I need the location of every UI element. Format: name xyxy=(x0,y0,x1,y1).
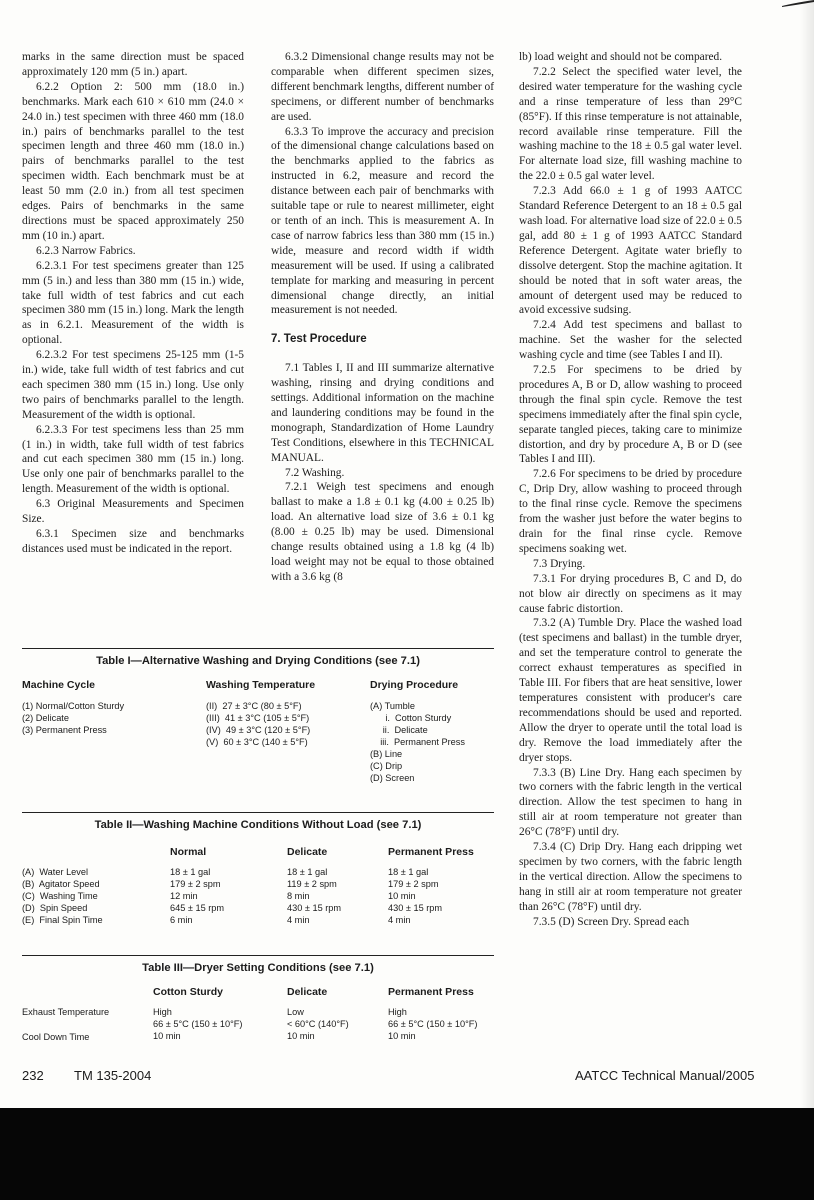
table-cell: ii. Delicate xyxy=(370,725,428,735)
column-header: Permanent Press xyxy=(388,846,474,858)
page-number: 232 xyxy=(22,1068,44,1083)
table-cell: (B) Line xyxy=(370,749,403,759)
table-title: Table II—Washing Machine Conditions Without Load (see 7.1) xyxy=(94,819,422,831)
table-cell: 10 min xyxy=(153,1031,181,1041)
column-header: Permanent Press xyxy=(388,986,474,998)
table-rule xyxy=(22,955,494,956)
paragraph: 7.3 Drying. xyxy=(533,557,586,570)
table-cell: (1) Normal/Cotton Sturdy xyxy=(22,701,125,711)
paragraph: 6.2.3 Narrow Fabrics. xyxy=(36,244,136,257)
column-header: Cotton Sturdy xyxy=(153,986,223,998)
table-alternative-washing-drying xyxy=(22,648,494,798)
text-column-middle xyxy=(271,50,494,585)
paragraph: marks in the same direction must be spaced approximately 120 mm (5 in.) apart. xyxy=(22,51,244,78)
paragraph: 6.3.1 Specimen size and benchmarks distances used must be indicated in the report. xyxy=(22,528,244,555)
paragraph: 7.3.4 (C) Drip Dry. Hang each dripping wet specimen by two corners, with the fabric length in the vertical direction. Allow the specimens to hang in still air at room temperature not greater than 26°C (78°F) until dry. xyxy=(519,841,742,913)
table-cell: 10 min xyxy=(388,891,416,901)
row-label: (D) Spin Speed xyxy=(22,903,88,913)
manual-title: AATCC Technical Manual/2005 xyxy=(575,1068,755,1083)
table-cell: (III) 41 ± 3°C (105 ± 5°F) xyxy=(206,713,310,723)
column-header: Delicate xyxy=(287,846,328,858)
table-cell: (C) Drip xyxy=(370,761,403,771)
table-cell: 4 min xyxy=(287,915,310,925)
table-cell: 10 min xyxy=(388,1031,416,1041)
paragraph: 7.3.5 (D) Screen Dry. Spread each xyxy=(533,915,690,928)
table-cell: High xyxy=(388,1007,407,1017)
column-header: Washing Temperature xyxy=(206,679,316,691)
row-label: (C) Washing Time xyxy=(22,891,98,901)
table-rule xyxy=(22,812,494,813)
paragraph: 6.2.3.1 For test specimens greater than 125 mm (5 in.) and less than 380 mm (15 in.) wide, take full width of test fabrics and cut each specimen 380 mm (15 in.) long. Mark the length as in 6.2.1. Measurement of the width is optional. xyxy=(22,259,244,347)
paragraph: 6.3 Original Measurements and Specimen Size. xyxy=(22,498,244,526)
paragraph: 6.2.2 Option 2: 500 mm (18.0 in.) benchmarks. Mark each 610 × 610 mm (24.0 × 24.0 in.) test specimen with three 460 mm (18.0 in.) pairs of benchmarks parallel to the test specimen length and three 460 mm (18.0 in.) pairs of benchmarks parallel to the test specimen width. Each benchmark must be at least 50 mm (2.0 in.) from all test specimen edges. Pairs of benchmarks in the same directions must be spaced approximately 250 mm (10 in.) apart. xyxy=(22,80,244,242)
row-label: (E) Final Spin Time xyxy=(22,915,103,925)
table-cell: < 60°C (140°F) xyxy=(287,1019,349,1029)
table-cell: iii. Permanent Press xyxy=(370,737,465,747)
table-cell: (2) Delicate xyxy=(22,713,69,723)
table-cell: 645 ± 15 rpm xyxy=(170,903,225,913)
paragraph: 7.1 Tables I, II and III summarize alternative washing, rinsing and drying conditions and settings. Additional information on the machine and laundering conditions may be found in the monograph, Standardization of Home Laundry Test Conditions, elsewhere in this TECHNICAL MANUAL. xyxy=(271,362,494,464)
table-cell: 179 ± 2 spm xyxy=(388,879,439,889)
table-title: Table I—Alternative Washing and Drying Conditions (see 7.1) xyxy=(96,655,420,667)
paragraph: 7.2.3 Add 66.0 ± 1 g of 1993 AATCC Standard Reference Detergent to an 18 ± 0.5 gal wash load. For alternative load size of 22.0 ± 0.5 gal, add 80 ± 1 g of 1993 AATCC Standard Reference Detergent. Agitate water briefly to dissolve detergent. Stop the machine agitation. It should be noted that in soft water areas, the amount of detergent used may be reduced to avoid excessive sudsing. xyxy=(519,185,742,317)
scan-border-band xyxy=(0,1108,814,1200)
test-method-label: TM 135-2004 xyxy=(74,1068,152,1083)
table-cell: 4 min xyxy=(388,915,411,925)
paragraph: 6.2.3.3 For test specimens less than 25 mm (1 in.) in width, take full width of test fabrics and cut each specimen 380 mm (15 in.) long. Use only one pair of benchmarks parallel to the length. Measurement of the width is optional. xyxy=(22,423,244,496)
table-washing-machine-conditions xyxy=(22,812,494,942)
table-cell: 18 ± 1 gal xyxy=(170,867,211,877)
paragraph: 7.3.3 (B) Line Dry. Hang each specimen by two corners with the fabric length in the vertical direction. Allow the test specimen to hang in still air at room temperature not greater than 26°C (78°F) until dry. xyxy=(519,766,742,839)
table-cell: 12 min xyxy=(170,891,198,901)
page-corner-mark xyxy=(782,0,814,10)
text-column-left xyxy=(22,50,244,557)
table-cell: 430 ± 15 rpm xyxy=(287,903,342,913)
column-header: Normal xyxy=(170,846,207,858)
column-header: Machine Cycle xyxy=(22,679,95,691)
text-column-right xyxy=(519,50,742,929)
table-cell: 430 ± 15 rpm xyxy=(388,903,443,913)
table-dryer-setting-conditions xyxy=(22,955,494,1050)
table-cell: 8 min xyxy=(287,891,310,901)
row-label: Cool Down Time xyxy=(22,1032,90,1042)
table-cell: (D) Screen xyxy=(370,773,415,783)
paragraph: 7.2.4 Add test specimens and ballast to machine. Set the washer for the selected washing cycle and time (see Tables I and II). xyxy=(519,319,742,362)
paragraph: 7.2.1 Weigh test specimens and enough ballast to make a 1.8 ± 0.1 kg (4.00 ± 0.25 lb) load. An alternative load size of 3.6 ± 0.1 kg (8.00 ± 0.25 lb) may be used. Dimensional change results obtained using a 1.8 kg (4 lb) load weight may not be equal to those obtained with a 3.6 kg (8 xyxy=(271,481,494,583)
paragraph: 7.3.1 For drying procedures B, C and D, do not blow air directly on specimens as it may cause fabric distortion. xyxy=(519,572,742,615)
table-cell: 6 min xyxy=(170,915,193,925)
table-cell: 119 ± 2 spm xyxy=(287,879,337,889)
table-cell: 10 min xyxy=(287,1031,315,1041)
paragraph: 7.2.2 Select the specified water level, the desired water temperature for the washing cycle and a rinse temperature of less than 29°C (85°F). If this rinse temperature is not attainable, record available rinse temperature. Fill the washing machine to the 18 ± 0.5 gal water level. For alternate load size, fill washing machine to the 22.0 ± 0.5 gal water level. xyxy=(519,65,742,183)
table-cell: i. Cotton Sturdy xyxy=(370,713,452,723)
section-heading: 7. Test Procedure xyxy=(271,333,367,346)
table-cell: Low xyxy=(287,1007,304,1017)
paragraph: 6.3.2 Dimensional change results may not be comparable when different specimen sizes, different benchmark lengths, different number of specimens, or different number of benchmarks are used. xyxy=(271,51,494,123)
table-cell: 66 ± 5°C (150 ± 10°F) xyxy=(153,1019,243,1029)
paragraph: 7.2.5 For specimens to be dried by procedures A, B or D, allow washing to proceed through the final spin cycle. Remove the test specimens immediately after the final spin cycle, separate tangled pieces, taking care to minimize distortion, and dry by procedure A, B or D (see Tables I and III). xyxy=(519,364,742,466)
paragraph: 7.2 Washing. xyxy=(285,466,345,479)
column-header: Delicate xyxy=(287,986,328,998)
row-label: (A) Water Level xyxy=(22,867,89,877)
page-edge-shadow xyxy=(800,0,814,1108)
table-cell: (II) 27 ± 3°C (80 ± 5°F) xyxy=(206,701,302,711)
table-rule xyxy=(22,648,494,649)
paragraph: 6.2.3.2 For test specimens 25-125 mm (1-5 in.) wide, take full width of test fabrics and cut each specimen 380 mm (15 in.) long. Use only two pairs of benchmarks parallel to the length. Measurement of the width is optional. xyxy=(22,349,244,421)
table-cell: (IV) 49 ± 3°C (120 ± 5°F) xyxy=(206,725,311,735)
table-cell: 179 ± 2 spm xyxy=(170,879,221,889)
table-title: Table III—Dryer Setting Conditions (see 7.1) xyxy=(142,962,374,974)
table-cell: (V) 60 ± 3°C (140 ± 5°F) xyxy=(206,737,308,747)
table-cell: (A) Tumble xyxy=(370,701,415,711)
paragraph: 7.2.6 For specimens to be dried by procedure C, Drip Dry, allow washing to proceed through to the final rinse cycle. Remove the specimens from the washer just before the water begins to drain for the final rinse cycle. Remove specimens soaking wet. xyxy=(519,468,742,555)
table-cell: 18 ± 1 gal xyxy=(287,867,328,877)
table-cell: (3) Permanent Press xyxy=(22,725,107,735)
paragraph: lb) load weight and should not be compared. xyxy=(519,51,723,63)
row-label: Exhaust Temperature xyxy=(22,1007,110,1017)
column-header: Drying Procedure xyxy=(370,679,459,691)
row-label: (B) Agitator Speed xyxy=(22,879,100,889)
paragraph: 7.3.2 (A) Tumble Dry. Place the washed load (test specimens and ballast) in the tumble dryer, and set the temperature control to generate the correct exhaust temperatures as specified in Table III. For fibers that are heat sensitive, lower temperatures consistent with producer's care recommendations should be used and reported. Allow the dryer to operate until the total load is dry. Remove the load immediately after the dryer stops. xyxy=(519,617,742,764)
table-cell: High xyxy=(153,1007,172,1017)
table-cell: 18 ± 1 gal xyxy=(388,867,429,877)
paragraph: 6.3.3 To improve the accuracy and precision of the dimensional change calculations based on the benchmarks applied to the fabrics as instructed in 6.2, measure and record the distance between each pair of benchmarks with suitable tape or rule to nearest millimeter, eight or tenth of an inch. This is measurement A. In case of narrow fabrics less than 380 mm (15 in.) wide, measure and record width if width measurement will be used. If using a calibrated template for marking and measuring in percent dimensional change directly, an initial measurement is not needed. xyxy=(271,125,494,317)
table-cell: 66 ± 5°C (150 ± 10°F) xyxy=(388,1019,478,1029)
